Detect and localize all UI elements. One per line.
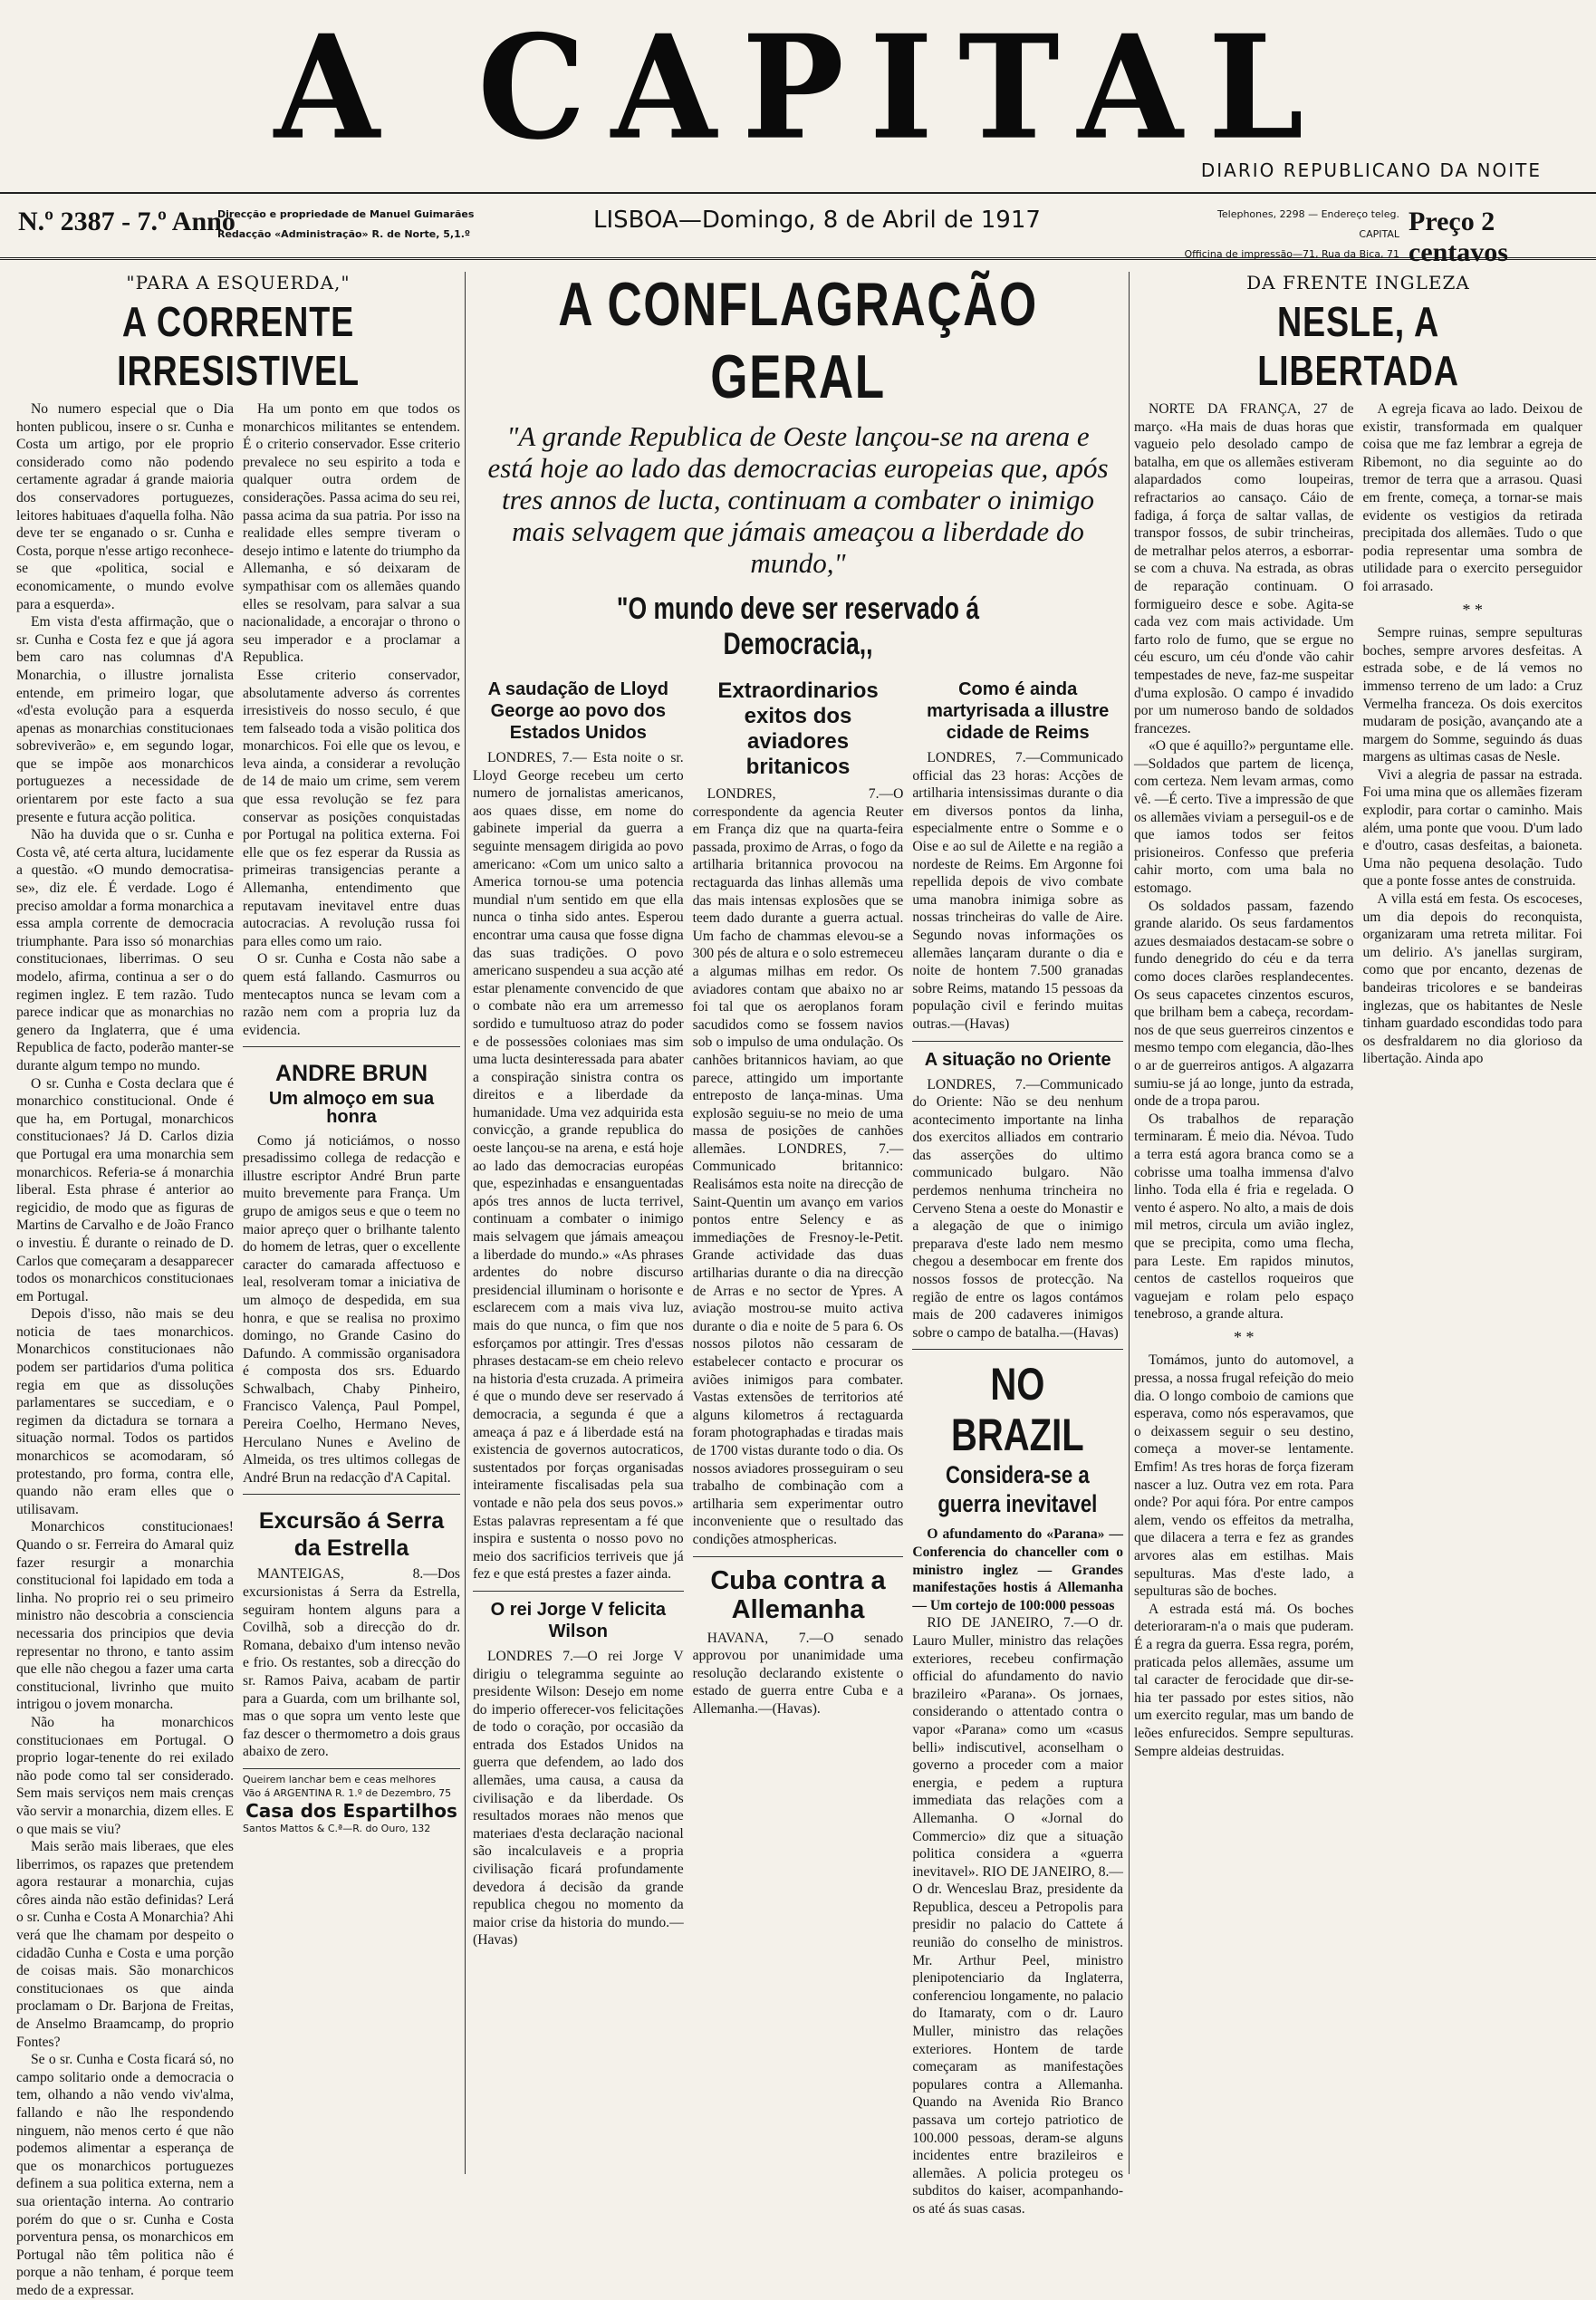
brun-subheadline: Um almoço em sua honra — [268, 1089, 435, 1127]
ad-line: Santos Mattos & C.ª—R. do Ouro, 132 — [243, 1822, 431, 1834]
paragraph: Ha um ponto em que todos os monarchicos militantes se entendem. É o criterio conservador. Esse criterio prevalece no seu espirito a toda e qualquer outra ordem de considerações. Passa acima do seu rei, passa acima da sua patria. Por isso na realidade elles sempre tiveram o desejo intimo e latente do triumpho da Allemanha, e só deixaram de sympathisar com os allemães quando elles se resolvam, para salvar a sua nacionalidade, a encorajar o throno o seu imperador e a proclamar a Republica. — [243, 401, 460, 666]
orient-headline: A situação no Oriente — [924, 1049, 1111, 1070]
article-kicker: "PARA A ESQUERDA," — [126, 272, 351, 294]
column-divider — [465, 272, 466, 2174]
main-headline: A CONFLAGRAÇÃO GERAL — [558, 270, 1038, 411]
office-line: Officina de impressão—71, Rua da Bica, 71 — [1184, 248, 1399, 260]
issue-price: Preço 2 centavos — [1409, 207, 1508, 267]
paragraph: «O que é aquillo?» perguntame elle. —Soldados que partem de licença, com certeza. Nem levam armas, como vê. —É certo. Tive a impressão de que os allemães viviam a perseguil-os e de que iamos todos ser feitos prisioneiros. Confesso que preferia cahir morto, com uma bala no estomago. — [1134, 738, 1354, 897]
paragraph: Sempre ruinas, sempre sepulturas boches, sempre arvores desfeitas. A estrada sobe, e de lá vemos no immenso terreno de um lado: a Cruz Vermelha franceza. Os dois exercitos mudaram de posição, avançando ate a margem do Somme, seguindo ás duas margens as ultimas casas de Nesle. — [1362, 625, 1582, 765]
article-body-col-b — [1363, 400, 1583, 1760]
section-separator: * * — [1234, 1327, 1255, 1346]
paragraph: Em vista d'esta affirmação, que o sr. Cunha e Costa fez e que já agora bem caro nas columnas d'A Monarchia, o illustre jornalista entende, em primeiro logar, que «d'esta evolução para a esquerda apenas as monarchias constitucionaes sobreviverão» e, em segundo logar, que se impõe aos monarchicos portuguezes a necessidade de orientarem por este facto a sua presente e futura acção politica. — [16, 614, 234, 825]
redaction-line: Redacção «Administração» R. de Norte, 5,1.º — [217, 228, 471, 240]
column-divider — [1129, 272, 1130, 2174]
paragraph: Vivi a alegria de passar na estrada. Foi uma mina que os allemães fizeram explodir, para cortar o caminho. Mais além, uma ponte que voou. D'um lado e d'outro, casas desfeitas, a baioneta. Uma não pequena desolação. Tudo que a ponte fosse antes de construida. — [1362, 766, 1582, 890]
contact-info — [1178, 205, 1399, 265]
newspaper-subtitle: DIARIO REPUBLICANO DA NOITE — [1200, 159, 1542, 181]
paragraph: Não ha duvida que o sr. Cunha e Costa vê, até certa altura, lucidamente a questão. «O mundo democratisa-se», diz ele. É verdade. Logo é preciso amoldar a forma monarchica a essa ampla corrente de democracia triumphante. Para isso só monarchias constitucionaes, liberrimas. O seu modelo, afirma, continua a ser o do regimen inglez. E tem razão. Tudo parece indicar que as monarchias no genero da Inglaterra, que é uma Republica de facto, poderão manter-se durante algum tempo no mundo. — [16, 827, 234, 1073]
paragraph: A villa está em festa. Os escoceses, um dia depois do reconquista, organizaram uma retreta militar. Foi um delirio. A's janellas surgiram, como que por encanto, dezenas de bandeiras tricolores e se bandeiras inglezas, que os habitantes de Nesle tinham guardado escondidas todo para os desfraldarem no dia glorioso da libertação. Ainda apo — [1362, 891, 1582, 1067]
newspaper-title: A CAPITAL — [274, 4, 1330, 172]
paragraph: Se o sr. Cunha e Costa ficará só, no campo solitario onde a democracia o tem, olhando a não vendo viv'alma, fallando e não lhe respondendo ninguem, não menos certo é que não podemos alimentar a esperança de que os monarchicos portuguezes definem a sua politica externa, nem a sua orientação interna. Ao contrario porém do que o sr. Cunha e Costa porventura pensa, os monarchicos em Portugal não têm politica não é porque a não tenham, é porque teem medo de a expressar. — [16, 2052, 234, 2298]
paragraph: Monarchicos constitucionaes! Quando o sr. Ferreira do Amaral quiz fazer resurgir a monarchia constitucional foi lapidado em toda a linha. No proprio rei o seu primeiro ministro não descobria a consciencia necessaria dos principios que devia representar no throno, e tanto assim que elle não chegou a fazer uma carta constitucional, livrinho que muito intrigou o jovem monarcha. — [16, 1519, 234, 1713]
paragraph: Tomámos, junto do automovel, a pressa, a nossa frugal refeição do meio dia. O longo comboio de camions que esperava, como nós esperavamos, que o deixassem seguir o seu destino, começa a mover-se lentamente. Emfim! As tres horas de força fizeram nascer a luz. Outra vez em rota. Para onde? Por aqui fóra. Por entre campos alem, vendo os effeitos da metralha, que dilacera a terra e fez as grandes arvores alas em estilhas. Mais sepulturas. Mas d'este lado, a sepulturas são de boches. — [1134, 1352, 1354, 1600]
column-center — [473, 263, 1124, 2217]
paragraph: Mais serão mais liberaes, que eles liberrimos, os rapazes que pretendem agora restaurar a monarchia, cujas côres ainda não estão definidas? Lerá o sr. Cunha e Costa A Monarchia? Ahi verá que lhe chamam por despeito o cidadão Cunha e Costa e uma porção de coisas mais. São monarchicos constitucionaes os que ainda proclamam o Dr. Barjona de Freitas, de Anselmo Braamcamp, do proprio Fontes? — [16, 1839, 234, 2050]
direction-line: Direcção e propriedade de Manuel Guimarães — [217, 208, 475, 220]
advertisement — [243, 1768, 460, 1835]
telephone-line: Telephones, 2298 — Endereço teleg. CAPITAL — [1217, 208, 1399, 240]
column-left — [16, 263, 460, 2298]
cuba-headline: Cuba contra a Allemanha — [710, 1565, 886, 1624]
aviators-headline: Extraordinarios exitos dos aviadores britanicos — [717, 678, 879, 779]
ad-title: Casa dos Espartilhos — [245, 1799, 457, 1822]
reims-headline: Como é ainda martyrisada a illustre cidade de Reims — [927, 679, 1110, 743]
article-headline: A CORRENTE IRRESISTIVEL — [117, 298, 360, 394]
paragraph: O sr. Cunha e Costa declara que é monarchico constitucional. Onde é que ha, em Portugal, monarchicos constitucionaes? Já D. Carlos dizia que Portugal era uma monarchia sem monarchicos. Referia-se á monarchia liberal. Esta phrase é anterior ao regicidio, de modo que as figuras de Martins de Carvalho e de João Franco o investiu. É durante o reinado de D. Carlos que começaram a desapparecer todos os monarchicos constitucionaes em Portugal. — [16, 1075, 234, 1304]
brazil-headline: NO BRAZIL — [951, 1359, 1084, 1461]
lloyd-george-headline: A saudação de Lloyd George ao povo dos Estados Unidos — [487, 679, 668, 743]
article-body-col-b — [243, 400, 460, 2300]
brun-headline: ANDRE BRUN — [274, 1061, 428, 1087]
article-kicker: DA FRENTE INGLEZA — [1246, 272, 1470, 294]
paragraph: LONDRES, 7.—Communicado official das 23 horas: Acções de artilharia intensissimas durante o dia em diversos pontos da linha, especialmente entre o Somme e o Oise e ao sul de Ailette e na região a nordeste de Reims. Em Argonne foi repellida depois de vivo combate uma manobra inimiga sobre as nossas trincheiras do valle de Aire. Segundo novas informações os allemães lançaram durante o dia e noite de hontem 7.500 granadas sobre Reims, matando 15 pessoas da população civil e ferindo muitas outras.—(Havas) — [912, 750, 1124, 1032]
paragraph: Como já noticiámos, o nosso presadissimo collega de redacção e illustre escriptor André Brun parte muito brevemente para França. Um grupo de amigos seus e que o teem no maior apreço quer o brilhante talento do homem de letras, quer o excellente caracter do camarada affectuoso e leal, resolveram tomar a iniciativa de um almoço de despedida, em sua honra, e que se realisa no proximo domingo, no Grande Casino do Dafundo. A commissão organisadora é composta dos srs. Eduardo Schwalbach, Chaby Pinheiro, Francisco Valença, Paul Pompel, Pereira Coelho, Hermano Neves, Herculano Nunes e Avelino de Almeida, os tres ultimos collegas de André Brun na redacção d'A Capital. — [243, 1132, 460, 1486]
paragraph: RIO DE JANEIRO, 7.—O dr. Lauro Muller, ministro das relações exteriores, recebeu confirmação official do afundamento do navio brazileiro «Parana». Os jornaes, considerando o attentado contra o vapor «Parana» como um «casus belli» indiscutivel, aconselham o governo a proceder com a maior energia, e pedem a ruptura immediata das relações com a Allemanha. O «Jornal do Commercio» diz que a situação politica considera a «guerra inevitavel». RIO DE JANEIRO, 8.—O dr. Wenceslau Braz, presidente da Republica, desceu a Petropolis para presidir no palacio do Cattete á reunião do conselho de ministros. Mr. Arthur Peel, ministro plenipotenciario da Inglaterra, conferenciou longamente, no palacio do Itamaraty, com o dr. Lauro Muller, ministro das relações exteriores. Hontem de tarde começaram as manifestações populares contra a Allemanha. Quando na Avenida Rio Branco passava um cortejo patriotico de 100.000 pessoas, deram-se alguns incidentes entre brazileiros e allemães. A policia protegeu os subditos do kaiser, acompanhando-os até ás suas casas. — [912, 1615, 1124, 2217]
subheadline-quote: "O mundo deve ser reservado á Democracia,, — [616, 592, 980, 661]
issue-info-bar — [0, 192, 1596, 267]
center-col-a — [473, 675, 684, 2218]
ad-line: Queirem lanchar bem e ceas melhores — [243, 1773, 437, 1785]
paragraph: Esse criterio conservador, absolutamente adverso ás correntes irresistiveis do nosso seculo, é que tem falseado toda a visão politica dos monarchicos. Foi elle que os levou, e leva ainda, a considerar a revolução de 14 de maio um crime, sem verem que essa revolução se fez para conservar as posições conquistadas por Portugal na politica externa. Foi elle que os fez esperar da Russia as primeiras transigencias perante a Allemanha, entendimento que reputavam inevitavel entre duas autocracias. A revolução russa foi para elles como um raio. — [243, 667, 460, 949]
paragraph: MANTEIGAS, 8.—Dos excursionistas á Serra da Estrella, seguiram hontem alguns para a Covilhã, sob a direcção do dr. Romana, debaixo d'um intenso nevão e frio. Os restantes, sob a direcção do sr. Ramos Paiva, acabam de partir para a Guarda, com um brilhante sol, mas o que sopra um vento leste que faz descer o thermometro a dois graus abaixo de zero. — [243, 1566, 460, 1760]
brazil-subheadline: Considera-se a guerra inevitavel — [937, 1461, 1098, 1518]
paragraph: Os trabalhos de reparação terminaram. É meio dia. Névoa. Tudo a terra está agora branca como se a cobrisse uma toalha immensa d'alvo linho. Toda ella é fria e regelada. O vento é aspero. No alto, a mais de dois mil metros, circula um avião inglez, que se precipita, como uma flecha, para Leste. Em rapidos minutos, centos de castellos roqueiros que vaguejam e rolam pelo espaço tenebroso, a grande altura. — [1134, 1111, 1354, 1323]
paragraph: A egreja ficava ao lado. Deixou de existir, transformada em qualquer coisa que me faz lembrar a egreja de Ribemont, no dia seguinte ao do tremor de terra que a arrasou. Quasi em frente, começa, a tornar-se mais evidente os vestigios da retirada precipitada dos allemães. Tudo o que podia representar uma sombra de utilidade para o exercito perseguidor foi arrasado. — [1362, 401, 1582, 594]
paragraph: LONDRES, 7.— Esta noite o sr. Lloyd George recebeu um certo numero de jornalistas americanos, aos quaes disse, em nome do gabinete imperial da guerra a seguinte mensagem dirigida ao povo americano: «Com um unico salto a America tornou-se uma potencia mundial n'um sentido em que ella nunca o tinha sido antes. Esperou encontrar uma causa que fosse digna das suas tradições. O povo americano suspendeu a sua acção até estar plenamente convencido de que o combate não era um arremesso sordido e tumultuoso atraz do poder e de possessões coloniaes mas sim uma lucta desinteressada para abater a conspiração sinistra contra os direitos e a liberdade da humanidade. Uma vez adquirida esta convicção, a grande republica do oeste lançou-se na arena, e está hoje ao lado das democracias européas que, espezinhadas e ensanguentadas após tres annos de lucta terrivel, continuam a combater o inimigo mais selvagem que jámais ameaçou a liberdade do mundo.» «As phrases ardentes do nobre discurso presidencial illuminam o horisonte e esclarecem com a mais viva luz, mais do que nunca, o fim que nos esforçamos por attingir. Tres d'essas phrases destacam-se em cheio relevo na historia d'esta cruzada. A primeira é que o mundo deve ser reservado á democracia, a segunda é que a ameaça á paz e á liberdade está na existencia de governos autocraticos, sustentados por forças organisadas inteiramente fiscalisadas pela sua vontade e não pela dos seus povos.» Estas palavras representam a fé que inspira e sustenta o nosso povo no meio dos sacrificios terriveis que já fez e que está prestes a fazer ainda. — [473, 750, 684, 1583]
headline-quote: "A grande Republica de Oeste lançou-se na arena e está hoje ao lado das democracias europeias que, após tres annos de lucta, continuam a combater o inimigo mais selvagem que jámais ameaçou a liberdade do mundo," — [487, 420, 1109, 579]
ad-line: Vão á ARGENTINA R. 1.º de Dezembro, 75 — [243, 1786, 452, 1799]
paragraph: Os soldados passam, fazendo grande alarido. Os seus fardamentos azues desmaiados destacam-se sobre o fundo denegrido do céu e da terra como doces clarões resplandecentes. Os seus capacetes cinzentos escuros, que brilham bem a cabeça, recordam-nos de que seus guerreiros cinzentos e mesmo tempo com elegancia, dão-lhes o ar de guerreiros antigos. A algazarra sumiu-se já ao longe, junto da estrada, onde de a tropa parou. — [1134, 898, 1354, 1110]
issue-number: N.º 2387 - 7.º Anno — [18, 207, 236, 236]
paragraph: A estrada está má. Os boches deterioraram-n'a o mais que puderam. É a regra da guerra. Essa regra, porém, praticada pelos allemães, assume um tal caracter de ferocidade que dir-se-hia ter passado por estes sitios, não um exercito regular, mas um bando de leões enfurecidos. Sempre sepulturas. Sempre aldeias destruidas. — [1134, 1601, 1354, 1759]
brazil-lead: O afundamento do «Parana» — Conferencia do chanceller com o ministro inglez — Grandes manifestações hostis á Allemanha — Um cortejo de 100:000 pessoas — [912, 1526, 1124, 1613]
center-col-c — [912, 675, 1123, 2218]
paragraph: O sr. Cunha e Costa não sabe a quem está fallando. Casmurros ou mentecaptos nunca se levam com a razão nem com a propria luz da evidencia. — [243, 951, 460, 1038]
king-george-headline: O rei Jorge V felicita Wilson — [490, 1599, 667, 1641]
publisher-info — [217, 205, 474, 245]
paragraph: NORTE DA FRANÇA, 27 de março. «Ha mais de duas horas que vagueio pelo desolado campo de batalha, em que os allemães estiveram alapardados como loupeiras, refractarios ao cansaço. Cáio de fadiga, á força de saltar vallas, de transpor fossos, de subir trincheiras, de metralhar pelos aterros, a esborrar-se com a chuva. Na estrada, as obras de reparação continuam. O formigueiro desce e sobe. Agita-se cada vez com mais actividade. Um farto rolo de fumo, que se ergue no céu escuro, um céu d'onde vão cahir tempestades de neve, faz-me suspeitar d'uma explosão. O campo é invadido por um numeroso bando de soldados francezes. — [1134, 401, 1354, 736]
masthead — [0, 0, 1596, 181]
paragraph: No numero especial que o Dia honten publicou, insere o sr. Cunha e Costa um artigo, por ele proprio considerado como não podendo certamente agradar á grande maioria dos conservadores portuguezes, leitores habituaes d'aquella folha. Não deve ter se enganado o sr. Cunha e Costa, porque n'esse artigo reconhece-se que «politica, social e economicamente, o mundo evolve para a esquerda». — [16, 401, 234, 612]
paragraph: LONDRES, 7.—Communicado do Oriente: Não se deu nenhum acontecimento importante na linha dos exercitos alliados em contrario das asserções do ultimo communicado bulgaro. Não perdemos nenhuma trincheira no Cerveno Stena a oeste do Monastir e a alegação de que o inimigo preparava d'este lado nem mesmo chegou a desembocar em frente dos nossos fossos de protecção. Na região de entre os lagos contámos mais de 200 cadaveres inimigos sobre o campo de batalha.—(Havas) — [912, 1076, 1124, 1341]
excursion-headline: Excursão á Serra da Estrella — [258, 1508, 445, 1562]
center-col-b — [693, 675, 904, 2218]
issue-date: LISBOA—Domingo, 8 de Abril de 1917 — [593, 207, 1041, 234]
article-body-col-a — [1134, 400, 1354, 1760]
section-separator: * * — [1462, 600, 1483, 619]
paragraph: Não ha monarchicos constitucionaes em Portugal. O proprio logar-tenente do rei exilado não pode como tal ser considerado. Sem mais serviços nem mais crenças vão servir a monarchia, dizem elles. E o que mais se viu? — [16, 1714, 234, 1837]
paragraph: HAVANA, 7.—O senado approvou por unanimidade uma resolução declarando existente o estado de guerra entre Cuba e a Allemanha.—(Havas). — [692, 1630, 904, 1717]
paragraph: LONDRES, 7.—O correspondente da agencia Reuter em França diz que na quarta-feira passada, proximo de Arras, o fogo da artilharia britannica provocou na rectaguarda das linhas allemãs uma das mais intensas explosões que se teem dado durante a guerra actual. Um facho de chammas elevou-se a 300 pés de altura e o solo estremeceu a algumas milhas em redor. Os aviadores contam que abaixo no ar foi tal que os aeroplanos foram sacudidos como se fossem navios sob o impulso de uma ondulação. Os canhões britannicos haviam, ao que parece, attingido um importante entreposto de lança-minas. Uma explosão seguiu-se no meio de uma massa de posições de canhões allemães. LONDRES, 7.—Communicado britannico: Realisámos esta noite na direcção de Saint-Quentin um avanço em varios pontos entre Selency e as immediações de Fresnoy-le-Petit. Grande actividade das duas artilharias durante o dia na direcção de Arras e no sector de Ypres. A aviação mostrou-se muito activa durante o dia e noite de 5 para 6. Os nossos pilotos não cessaram de estabelecer contacto e procurar os aviões inimigos para combater. Vastas extensões de territorios até alguns kilometros á rectaguarda foram photographadas e tiradas mais de 1700 vistas durante todo o dia. Os nossos aviadores prosseguiram o seu trabalho de combinação com a artilharia sem experimentar outro inconveniente que o resultado das condições atmosphericas. — [692, 786, 904, 1547]
article-headline: NESLE, A LIBERTADA — [1257, 298, 1459, 394]
article-body-col-a — [16, 400, 234, 2300]
paragraph: LONDRES 7.—O rei Jorge V dirigiu o telegramma seguinte ao presidente Wilson: Desejo em nome do imperio offerecer-vos felicitações de todo o coração, por occasião da entrada dos Estados Unidos na guerra que defendem, ao lado dos allemães, uma causa, a causa da civilisação e da liberdade. Os resultados moraes não menos que materiaes d'esta declaração nacional são incalculaveis e a propria civilisação ficará profundamente devedora á decisão da grande republica chegou no momento da maior crise da historia do mundo.—(Havas) — [473, 1648, 684, 1949]
paragraph: Depois d'isso, não mais se deu noticia de taes monarchicos. Monarchicos constitucionaes não podem ser partidarios d'uma politica regia em que as dissoluções parlamentares se succediam, e o regimen da dictadura se tornara a situação normal. Todos os partidos monarchicos se acomodaram, só protestando, pro forma, contra elle, quando não eram elles que o utilisavam. — [16, 1306, 234, 1517]
column-right — [1134, 263, 1582, 2183]
